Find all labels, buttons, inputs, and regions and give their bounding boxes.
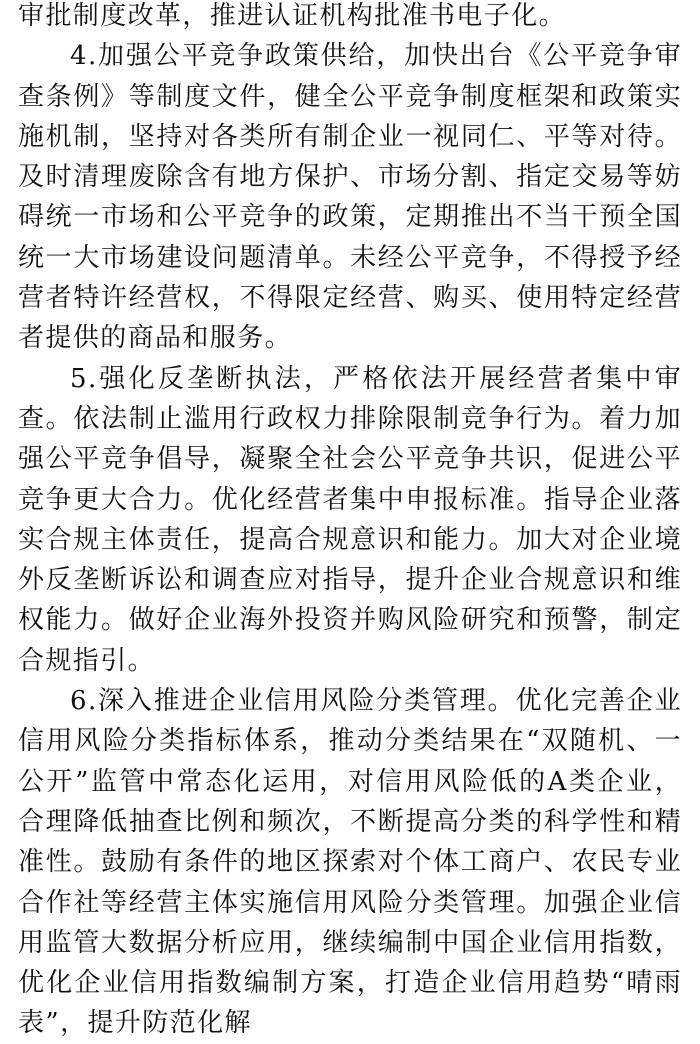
paragraph-continuation: 审批制度改革，推进认证机构批准书电子化。 [18, 1, 567, 31]
document-page [18, 0, 682, 1044]
paragraph-item-6: 6.深入推进企业信用风险分类管理。优化完善企业信用风险分类指标体系，推动分类结果在“双随机、一公开”监管中常态化运用，对信用风险低的A类企业，合理降低抽查比例和频次，不断提高分类的科学性和精准性。鼓励有条件的地区探索对个体工商户、农民专业合作社等经营主体实施信用风险分类管理。加强企业信用监管大数据分析应用，继续编制中国企业信用指数，优化企业信用指数编制方案，打造企业信用趋势“晴雨表”，提升防范化解 [18, 686, 682, 1039]
paragraph-item-5: 5.强化反垄断执法，严格依法开展经营者集中审查。依法制止滥用行政权力排除限制竞争行为。着力加强公平竞争倡导，凝聚全社会公平竞争共识，促进公平竞争更大合力。优化经营者集中申报标准。指导企业落实合规主体责任，提高合规意识和能力。加大对企业境外反垄断诉讼和调查应对指导，提升企业合规意识和维权能力。做好企业海外投资并购风险研究和预警，制定合规指引。 [18, 363, 682, 676]
paragraph-item-4: 4.加强公平竞争政策供给，加快出台《公平竞争审查条例》等制度文件，健全公平竞争制度框架和政策实施机制，坚持对各类所有制企业一视同仁、平等对待。及时清理废除含有地方保护、市场分割、指定交易等妨碍统一市场和公平竞争的政策，定期推出不当干预全国统一大市场建设问题清单。未经公平竞争，不得授予经营者特许经营权，不得限定经营、购买、使用特定经营者提供的商品和服务。 [18, 41, 682, 354]
